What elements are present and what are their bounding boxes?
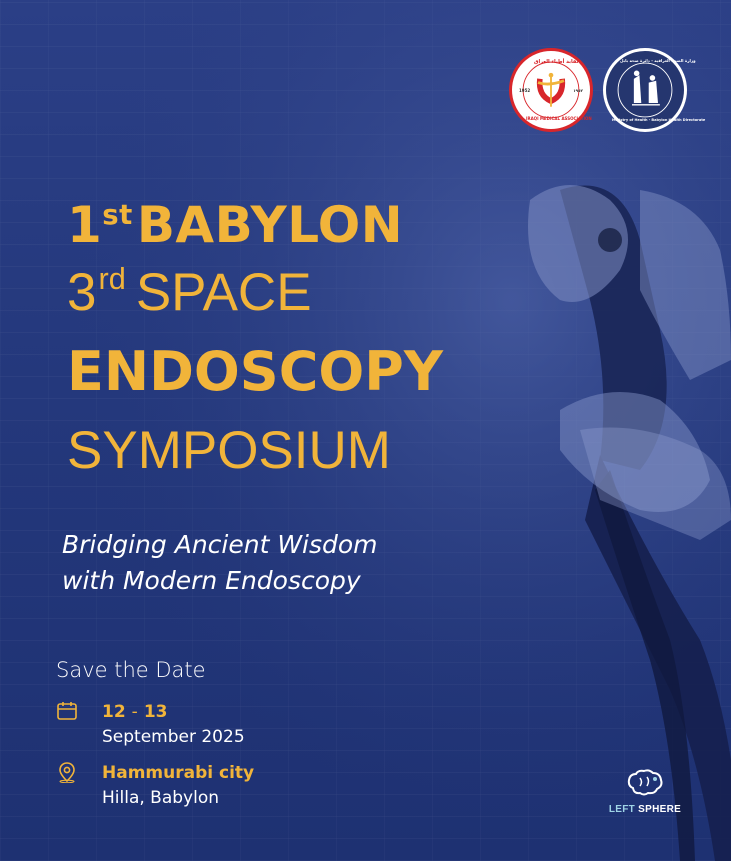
ima-english-name: IRAQI MEDICAL ASSOCIATION — [526, 116, 592, 121]
title-ordinal-1: 1 — [67, 196, 103, 254]
moh-english-name: Ministry of Health - Babylon Health Directorate — [612, 118, 706, 122]
event-location — [56, 761, 254, 811]
tagline-line-2: with Modern Endoscopy — [62, 566, 361, 595]
iraqi-medical-association-logo — [509, 48, 593, 132]
event-date — [56, 700, 245, 750]
tagline-line-1: Bridging Ancient Wisdom — [62, 530, 378, 559]
date-end: 13 — [143, 702, 168, 722]
tagline — [62, 527, 378, 599]
left-sphere-brand — [605, 768, 685, 815]
partner-logos — [509, 48, 706, 132]
title-ordinal-3-suffix: rd — [98, 261, 126, 296]
title-ordinal-3: 3 — [67, 263, 97, 322]
ima-year-left: 1952 — [519, 88, 531, 93]
date-separator: - — [131, 702, 138, 722]
moh-arabic-name: وزارة الصحة العراقية - دائرة صحة بابل — [620, 58, 696, 63]
date-start: 12 — [102, 702, 126, 722]
title-babylon: BABYLON — [136, 196, 404, 254]
title-line-2 — [67, 261, 312, 322]
date-range — [102, 700, 245, 724]
location-city: Hilla, Babylon — [102, 788, 220, 808]
brand-name — [605, 804, 685, 815]
babylon-health-directorate-logo — [603, 48, 706, 132]
brain-icon — [625, 768, 665, 798]
date-month-year: September 2025 — [102, 727, 245, 747]
ima-arabic-name: نقابة أطباء العراق — [534, 59, 579, 65]
title-line-3: ENDOSCOPY — [67, 340, 443, 403]
calendar-icon — [56, 700, 78, 722]
title-line-1 — [67, 196, 404, 254]
title-line-4: SYMPOSIUM — [67, 421, 391, 480]
ima-year-right: ١٩٥٢ — [573, 88, 583, 93]
title-ordinal-1-suffix: st — [102, 199, 133, 231]
location-venue: Hammurabi city — [102, 763, 255, 783]
brand-name-left: LEFT — [608, 804, 636, 815]
title-space: SPACE — [135, 263, 312, 322]
save-the-date-label: Save the Date — [56, 658, 206, 682]
map-pin-icon — [56, 761, 78, 783]
brand-name-sphere: SPHERE — [638, 804, 682, 815]
